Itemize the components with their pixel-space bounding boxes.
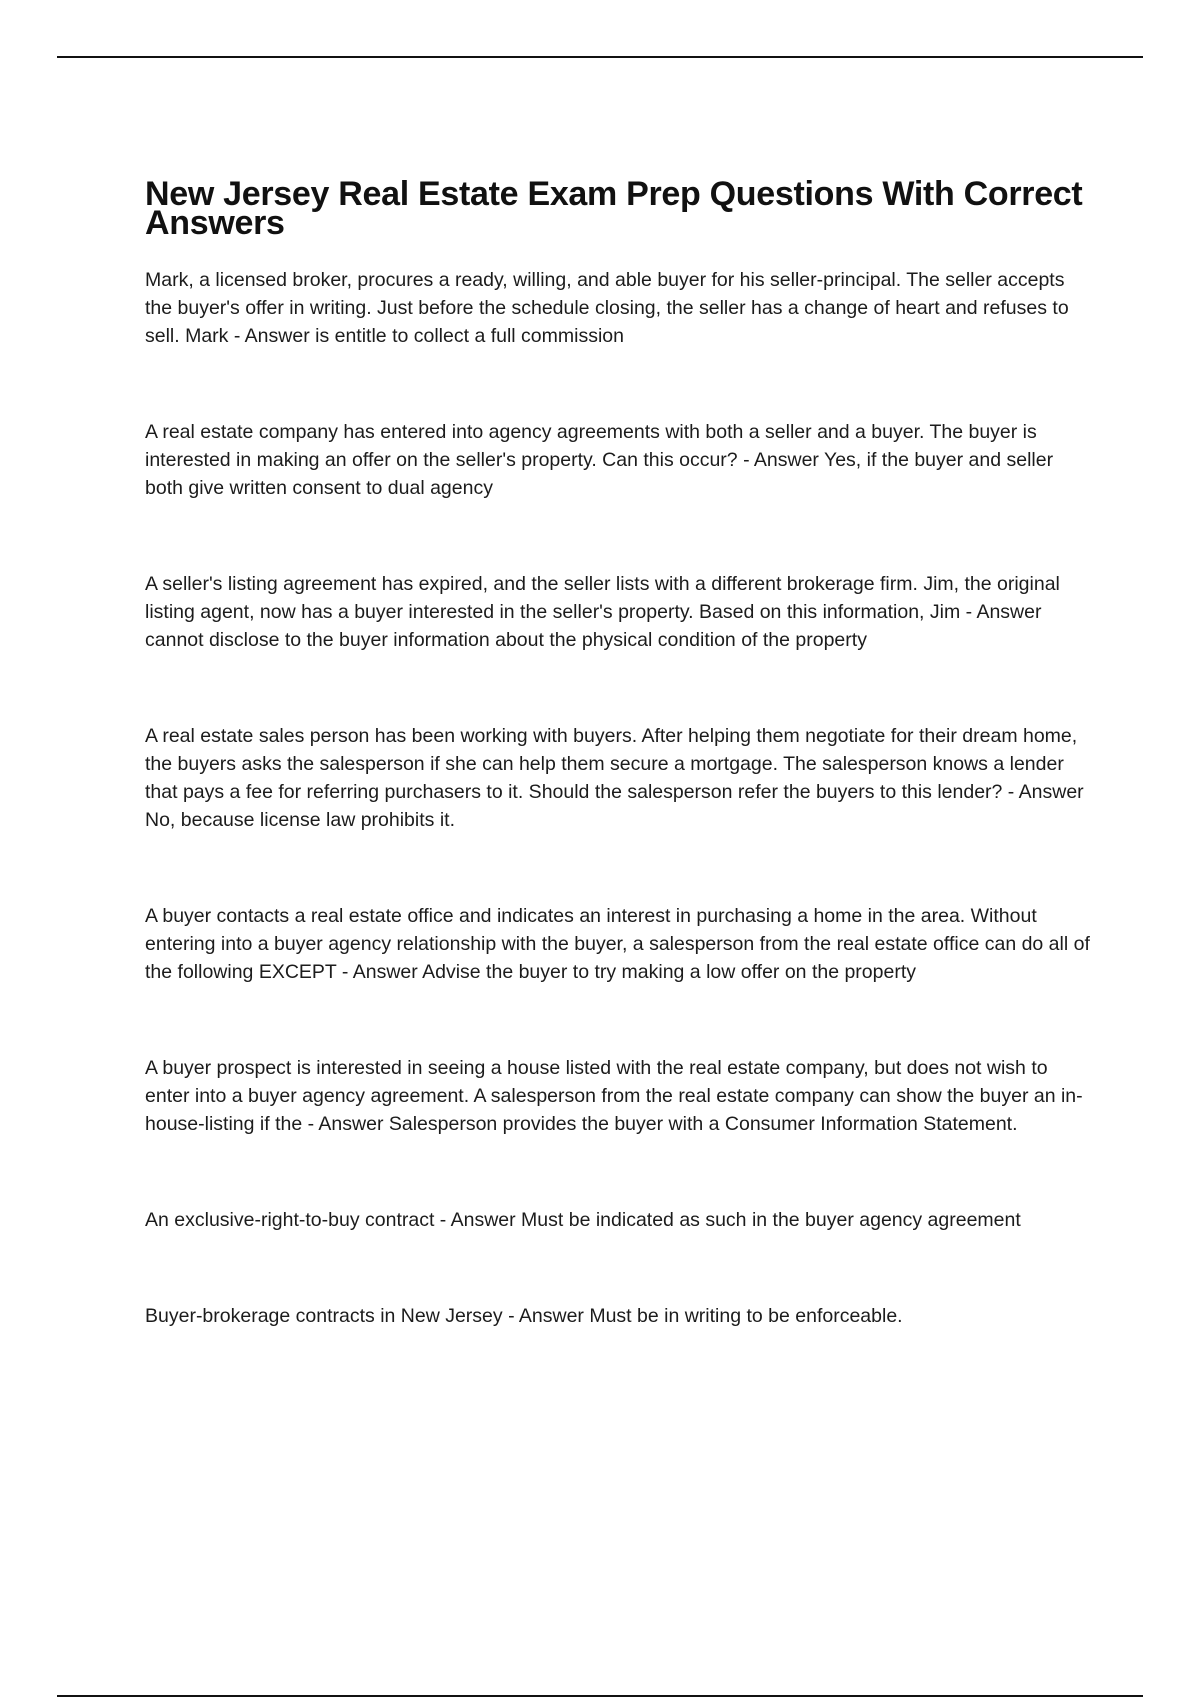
qa-item-2: A real estate company has entered into agency agreements with both a seller and a buyer. The buyer is interested in making an offer on the seller's property. Can this occur? - Answer Yes, if the buyer and seller both give written consent to dual agency	[145, 421, 1054, 499]
top-rule	[57, 56, 1143, 58]
qa-item-5: A buyer contacts a real estate office and indicates an interest in purchasing a home in the area. Without entering into a buyer agency relationship with the buyer, a salesperson from the real estate office can do all of the following EXCEPT - Answer Advise the buyer to try making a low offer on the property	[145, 905, 1090, 983]
document-body	[145, 175, 1095, 1330]
qa-item-8: Buyer-brokerage contracts in New Jersey - Answer Must be in writing to be enforceable.	[145, 1305, 903, 1327]
qa-item-6: A buyer prospect is interested in seeing a house listed with the real estate company, but does not wish to enter into a buyer agency agreement. A salesperson from the real estate company can show the buyer an in-house-listing if the - Answer Salesperson provides the buyer with a Consumer Information Statement.	[145, 1057, 1083, 1135]
document-title: New Jersey Real Estate Exam Prep Questions With Correct Answers	[145, 175, 1083, 242]
qa-item-7: An exclusive-right-to-buy contract - Answer Must be indicated as such in the buyer agency agreement	[145, 1209, 1021, 1231]
qa-item-3: A seller's listing agreement has expired, and the seller lists with a different brokerage firm. Jim, the original listing agent, now has a buyer interested in the seller's property. Based on this information, Jim - Answer cannot disclose to the buyer information about the physical condition of the property	[145, 573, 1060, 651]
qa-item-1: Mark, a licensed broker, procures a ready, willing, and able buyer for his seller-principal. The seller accepts the buyer's offer in writing. Just before the schedule closing, the seller has a change of heart and refuses to sell. Mark - Answer is entitle to collect a full commission	[145, 269, 1069, 347]
qa-item-4: A real estate sales person has been working with buyers. After helping them negotiate for their dream home, the buyers asks the salesperson if she can help them secure a mortgage. The salesperson knows a lender that pays a fee for referring purchasers to it. Should the salesperson refer the buyers to this lender? - Answer No, because license law prohibits it.	[145, 725, 1084, 831]
bottom-rule	[57, 1695, 1143, 1697]
qa-list	[145, 266, 1095, 1330]
